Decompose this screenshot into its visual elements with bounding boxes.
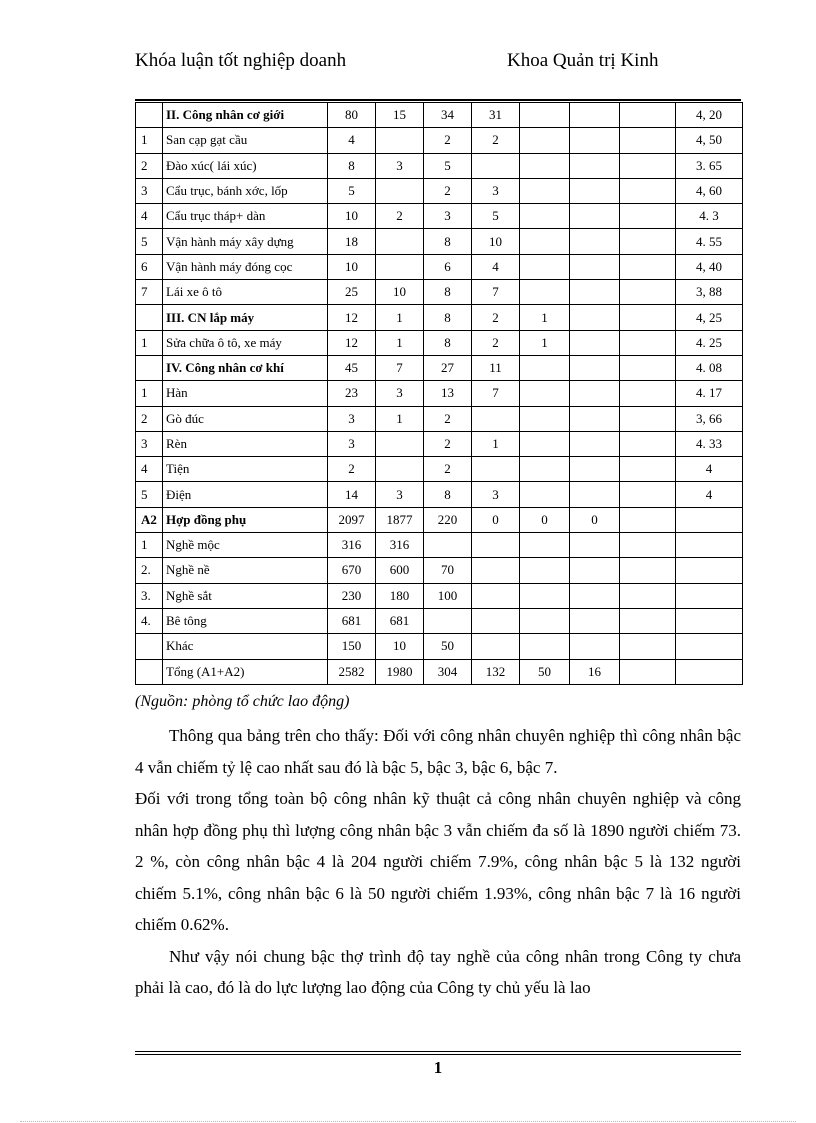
grade-count-cell: 13: [424, 381, 472, 406]
average-grade-cell: 4: [676, 457, 743, 482]
row-index-cell: [136, 103, 163, 128]
row-index-cell: [136, 355, 163, 380]
grade-count-cell: 18: [328, 229, 376, 254]
grade-count-cell: [620, 330, 676, 355]
grade-count-cell: [520, 204, 570, 229]
grade-count-cell: [376, 229, 424, 254]
grade-count-cell: 7: [472, 381, 520, 406]
table-row: [136, 431, 743, 456]
occupation-cell: Hàn: [163, 381, 328, 406]
grade-count-cell: 4: [328, 128, 376, 153]
average-grade-cell: 3. 65: [676, 153, 743, 178]
grade-count-cell: [570, 229, 620, 254]
row-index-cell: 2.: [136, 558, 163, 583]
grade-count-cell: 230: [328, 583, 376, 608]
average-grade-cell: [676, 583, 743, 608]
grade-count-cell: 3: [328, 431, 376, 456]
grade-count-cell: [620, 659, 676, 684]
grade-count-cell: 10: [328, 254, 376, 279]
row-index-cell: 3.: [136, 583, 163, 608]
table-row: [136, 254, 743, 279]
grade-count-cell: [620, 583, 676, 608]
grade-count-cell: 8: [424, 280, 472, 305]
grade-count-cell: [520, 482, 570, 507]
grade-count-cell: [570, 254, 620, 279]
grade-count-cell: [520, 533, 570, 558]
occupation-cell: Cẩu trục, bánh xớc, lốp: [163, 178, 328, 203]
table-row: [136, 608, 743, 633]
grade-count-cell: [570, 558, 620, 583]
grade-count-cell: 23: [328, 381, 376, 406]
grade-count-cell: 1980: [376, 659, 424, 684]
grade-count-cell: 50: [424, 634, 472, 659]
grade-count-cell: 681: [328, 608, 376, 633]
table-row: [136, 507, 743, 532]
header-right-title: Khoa Quản trị Kinh: [507, 50, 659, 71]
grade-count-cell: [570, 533, 620, 558]
grade-count-cell: 0: [520, 507, 570, 532]
grade-count-cell: [520, 406, 570, 431]
grade-count-cell: [520, 178, 570, 203]
occupation-cell: Bê tông: [163, 608, 328, 633]
page-boundary: [20, 1121, 796, 1122]
worker-grade-table: [135, 102, 743, 685]
grade-count-cell: [472, 533, 520, 558]
average-grade-cell: [676, 608, 743, 633]
occupation-cell: Cẩu trục tháp+ dàn: [163, 204, 328, 229]
grade-count-cell: 2: [472, 128, 520, 153]
paragraph: Như vậy nói chung bậc thợ trình độ tay nghề của công nhân trong Công ty chưa phải là cao, đó là do lực lượng lao động của Công ty chủ yếu là lao: [135, 946, 741, 997]
occupation-cell: Hợp đồng phụ: [163, 507, 328, 532]
grade-count-cell: [570, 355, 620, 380]
grade-count-cell: 15: [376, 103, 424, 128]
grade-count-cell: [520, 608, 570, 633]
grade-count-cell: 10: [376, 280, 424, 305]
grade-count-cell: 304: [424, 659, 472, 684]
grade-count-cell: [620, 229, 676, 254]
average-grade-cell: [676, 507, 743, 532]
grade-count-cell: [620, 355, 676, 380]
grade-count-cell: [620, 204, 676, 229]
grade-count-cell: 16: [570, 659, 620, 684]
average-grade-cell: [676, 533, 743, 558]
average-grade-cell: [676, 659, 743, 684]
average-grade-cell: 4, 60: [676, 178, 743, 203]
row-index-cell: 1: [136, 330, 163, 355]
page-number: 1: [433, 1058, 443, 1077]
row-index-cell: 7: [136, 280, 163, 305]
grade-count-cell: 8: [424, 229, 472, 254]
grade-count-cell: [620, 431, 676, 456]
grade-count-cell: 2: [376, 204, 424, 229]
grade-count-cell: 2582: [328, 659, 376, 684]
grade-count-cell: [620, 280, 676, 305]
grade-count-cell: [620, 634, 676, 659]
grade-count-cell: 6: [424, 254, 472, 279]
grade-count-cell: 220: [424, 507, 472, 532]
grade-count-cell: 10: [328, 204, 376, 229]
table-row: [136, 482, 743, 507]
grade-count-cell: [520, 229, 570, 254]
grade-count-cell: [620, 533, 676, 558]
grade-count-cell: [620, 178, 676, 203]
grade-count-cell: 3: [472, 178, 520, 203]
average-grade-cell: 4. 25: [676, 330, 743, 355]
average-grade-cell: 4. 55: [676, 229, 743, 254]
grade-count-cell: [376, 128, 424, 153]
grade-count-cell: 1: [472, 431, 520, 456]
grade-count-cell: [570, 103, 620, 128]
table-row: [136, 128, 743, 153]
occupation-cell: Rèn: [163, 431, 328, 456]
grade-count-cell: 1: [376, 305, 424, 330]
occupation-cell: Nghề sắt: [163, 583, 328, 608]
grade-count-cell: 100: [424, 583, 472, 608]
grade-count-cell: [570, 153, 620, 178]
grade-count-cell: [520, 153, 570, 178]
grade-count-cell: [520, 103, 570, 128]
grade-count-cell: [520, 280, 570, 305]
occupation-cell: Vận hành máy xây dựng: [163, 229, 328, 254]
table-row: [136, 533, 743, 558]
table-row: [136, 634, 743, 659]
grade-count-cell: 2: [424, 178, 472, 203]
average-grade-cell: [676, 634, 743, 659]
grade-count-cell: 0: [570, 507, 620, 532]
paragraph: Đối với trong tổng toàn bộ công nhân kỹ thuật cả công nhân chuyên nghiệp và công nhân hợp đồng phụ thì lượng công nhân bậc 3 vẫn chiếm đa số là 1890 người chiếm 73. 2 %, còn công nhân bậc 4 là 204 người chiếm 7.9%, công nhân bậc 5 là 132 người chiếm 5.1%, công nhân bậc 6 là 50 người chiếm 1.93%, công nhân bậc 7 là 16 người chiếm 0.62%.: [135, 789, 741, 934]
grade-count-cell: [472, 406, 520, 431]
row-index-cell: 6: [136, 254, 163, 279]
table-row: [136, 204, 743, 229]
average-grade-cell: 4, 20: [676, 103, 743, 128]
row-index-cell: [136, 634, 163, 659]
grade-count-cell: 25: [328, 280, 376, 305]
table-source-note: (Nguồn: phòng tổ chức lao động): [135, 693, 350, 710]
table-row: [136, 229, 743, 254]
grade-count-cell: [472, 558, 520, 583]
grade-count-cell: 150: [328, 634, 376, 659]
grade-count-cell: 3: [424, 204, 472, 229]
occupation-cell: II. Công nhân cơ giới: [163, 103, 328, 128]
grade-count-cell: 14: [328, 482, 376, 507]
grade-count-cell: [570, 482, 620, 507]
grade-count-cell: 8: [424, 482, 472, 507]
grade-count-cell: 1877: [376, 507, 424, 532]
occupation-cell: III. CN lắp máy: [163, 305, 328, 330]
grade-count-cell: 681: [376, 608, 424, 633]
grade-count-cell: 3: [376, 153, 424, 178]
row-index-cell: 4.: [136, 608, 163, 633]
grade-count-cell: [520, 457, 570, 482]
grade-count-cell: [570, 431, 620, 456]
grade-count-cell: [472, 153, 520, 178]
row-index-cell: 1: [136, 381, 163, 406]
grade-count-cell: 5: [328, 178, 376, 203]
grade-count-cell: [570, 305, 620, 330]
grade-count-cell: 0: [472, 507, 520, 532]
grade-count-cell: [472, 608, 520, 633]
average-grade-cell: 4. 3: [676, 204, 743, 229]
grade-count-cell: [520, 558, 570, 583]
table-row: [136, 305, 743, 330]
table-row: [136, 280, 743, 305]
grade-count-cell: 12: [328, 305, 376, 330]
average-grade-cell: 4: [676, 482, 743, 507]
grade-count-cell: 10: [376, 634, 424, 659]
grade-count-cell: 2: [424, 406, 472, 431]
average-grade-cell: 4. 33: [676, 431, 743, 456]
grade-count-cell: 2: [472, 330, 520, 355]
grade-count-cell: [424, 533, 472, 558]
grade-count-cell: 27: [424, 355, 472, 380]
table-row: [136, 330, 743, 355]
table-row: [136, 355, 743, 380]
row-index-cell: 5: [136, 482, 163, 507]
grade-count-cell: 50: [520, 659, 570, 684]
grade-count-cell: 4: [472, 254, 520, 279]
occupation-cell: Đào xúc( lái xúc): [163, 153, 328, 178]
row-index-cell: 4: [136, 457, 163, 482]
average-grade-cell: 3, 88: [676, 280, 743, 305]
grade-count-cell: 12: [328, 330, 376, 355]
row-index-cell: [136, 659, 163, 684]
occupation-cell: Sửa chữa ô tô, xe máy: [163, 330, 328, 355]
table-row: [136, 381, 743, 406]
row-index-cell: A2: [136, 507, 163, 532]
grade-count-cell: [570, 634, 620, 659]
row-index-cell: [136, 305, 163, 330]
grade-count-cell: 2097: [328, 507, 376, 532]
grade-count-cell: 11: [472, 355, 520, 380]
grade-count-cell: 7: [472, 280, 520, 305]
grade-count-cell: 8: [424, 305, 472, 330]
grade-count-cell: 1: [376, 406, 424, 431]
average-grade-cell: 3, 66: [676, 406, 743, 431]
occupation-cell: Lái xe ô tô: [163, 280, 328, 305]
grade-count-cell: 70: [424, 558, 472, 583]
grade-count-cell: 316: [328, 533, 376, 558]
table-row: [136, 659, 743, 684]
occupation-cell: Tổng (A1+A2): [163, 659, 328, 684]
table-row: [136, 178, 743, 203]
grade-count-cell: 34: [424, 103, 472, 128]
occupation-cell: Điện: [163, 482, 328, 507]
grade-count-cell: 2: [424, 431, 472, 456]
grade-count-cell: 3: [472, 482, 520, 507]
footer-divider-secondary: [135, 1054, 741, 1055]
occupation-cell: Nghề mộc: [163, 533, 328, 558]
table-row: [136, 406, 743, 431]
grade-count-cell: 3: [328, 406, 376, 431]
grade-count-cell: 8: [328, 153, 376, 178]
grade-count-cell: 3: [376, 482, 424, 507]
occupation-cell: Nghề nề: [163, 558, 328, 583]
average-grade-cell: 4, 50: [676, 128, 743, 153]
grade-count-cell: [620, 608, 676, 633]
row-index-cell: 4: [136, 204, 163, 229]
grade-count-cell: 2: [472, 305, 520, 330]
grade-count-cell: [620, 305, 676, 330]
grade-count-cell: 600: [376, 558, 424, 583]
grade-count-cell: [570, 204, 620, 229]
grade-count-cell: [570, 583, 620, 608]
row-index-cell: 2: [136, 406, 163, 431]
grade-count-cell: [620, 381, 676, 406]
grade-count-cell: [472, 457, 520, 482]
table-row: [136, 457, 743, 482]
paragraph: Thông qua bảng trên cho thấy: Đối với công nhân chuyên nghiệp thì công nhân bậc 4 vẫn chiếm tỷ lệ cao nhất sau đó là bậc 5, bậc 3, bậc 6, bậc 7.: [135, 726, 741, 777]
row-index-cell: 5: [136, 229, 163, 254]
footer-divider: [135, 1051, 741, 1052]
grade-count-cell: [570, 178, 620, 203]
grade-count-cell: 10: [472, 229, 520, 254]
row-index-cell: 3: [136, 431, 163, 456]
grade-count-cell: [472, 634, 520, 659]
occupation-cell: San cạp gạt cầu: [163, 128, 328, 153]
header-left-title: Khóa luận tốt nghiệp doanh: [135, 50, 347, 71]
grade-count-cell: [570, 330, 620, 355]
grade-count-cell: 8: [424, 330, 472, 355]
grade-count-cell: [620, 558, 676, 583]
grade-count-cell: 3: [376, 381, 424, 406]
occupation-cell: Gò đúc: [163, 406, 328, 431]
grade-count-cell: 2: [424, 128, 472, 153]
grade-count-cell: [570, 280, 620, 305]
row-index-cell: 1: [136, 128, 163, 153]
grade-count-cell: [376, 431, 424, 456]
occupation-cell: Vận hành máy đóng cọc: [163, 254, 328, 279]
grade-count-cell: [620, 103, 676, 128]
grade-count-cell: [620, 457, 676, 482]
grade-count-cell: 1: [520, 305, 570, 330]
grade-count-cell: [570, 128, 620, 153]
grade-count-cell: [376, 254, 424, 279]
grade-count-cell: [570, 381, 620, 406]
grade-count-cell: [620, 254, 676, 279]
grade-count-cell: 2: [328, 457, 376, 482]
occupation-cell: Khác: [163, 634, 328, 659]
table-row: [136, 153, 743, 178]
grade-count-cell: 5: [472, 204, 520, 229]
body-text: [135, 720, 741, 1004]
table-row: [136, 583, 743, 608]
row-index-cell: 2: [136, 153, 163, 178]
occupation-cell: Tiện: [163, 457, 328, 482]
grade-count-cell: [520, 128, 570, 153]
grade-count-cell: 316: [376, 533, 424, 558]
row-index-cell: 3: [136, 178, 163, 203]
grade-count-cell: [620, 482, 676, 507]
grade-count-cell: [620, 406, 676, 431]
grade-count-cell: 45: [328, 355, 376, 380]
grade-count-cell: [424, 608, 472, 633]
table-row: [136, 558, 743, 583]
row-index-cell: 1: [136, 533, 163, 558]
grade-count-cell: 670: [328, 558, 376, 583]
grade-count-cell: 1: [520, 330, 570, 355]
grade-count-cell: [620, 128, 676, 153]
occupation-cell: IV. Công nhân cơ khí: [163, 355, 328, 380]
grade-count-cell: 132: [472, 659, 520, 684]
grade-count-cell: [520, 254, 570, 279]
grade-count-cell: 180: [376, 583, 424, 608]
grade-count-cell: [570, 457, 620, 482]
grade-count-cell: 5: [424, 153, 472, 178]
grade-count-cell: [520, 381, 570, 406]
grade-count-cell: [620, 507, 676, 532]
grade-count-cell: 80: [328, 103, 376, 128]
grade-count-cell: [570, 608, 620, 633]
grade-count-cell: [520, 431, 570, 456]
average-grade-cell: 4. 08: [676, 355, 743, 380]
grade-count-cell: [570, 406, 620, 431]
average-grade-cell: [676, 558, 743, 583]
grade-count-cell: 31: [472, 103, 520, 128]
grade-count-cell: [376, 178, 424, 203]
table-row: [136, 103, 743, 128]
grade-count-cell: 2: [424, 457, 472, 482]
average-grade-cell: 4, 40: [676, 254, 743, 279]
average-grade-cell: 4. 17: [676, 381, 743, 406]
grade-count-cell: [376, 457, 424, 482]
average-grade-cell: 4, 25: [676, 305, 743, 330]
grade-count-cell: 7: [376, 355, 424, 380]
grade-count-cell: 1: [376, 330, 424, 355]
header-divider: [135, 99, 741, 101]
grade-count-cell: [520, 355, 570, 380]
grade-count-cell: [620, 153, 676, 178]
grade-count-cell: [520, 634, 570, 659]
grade-count-cell: [520, 583, 570, 608]
grade-count-cell: [472, 583, 520, 608]
